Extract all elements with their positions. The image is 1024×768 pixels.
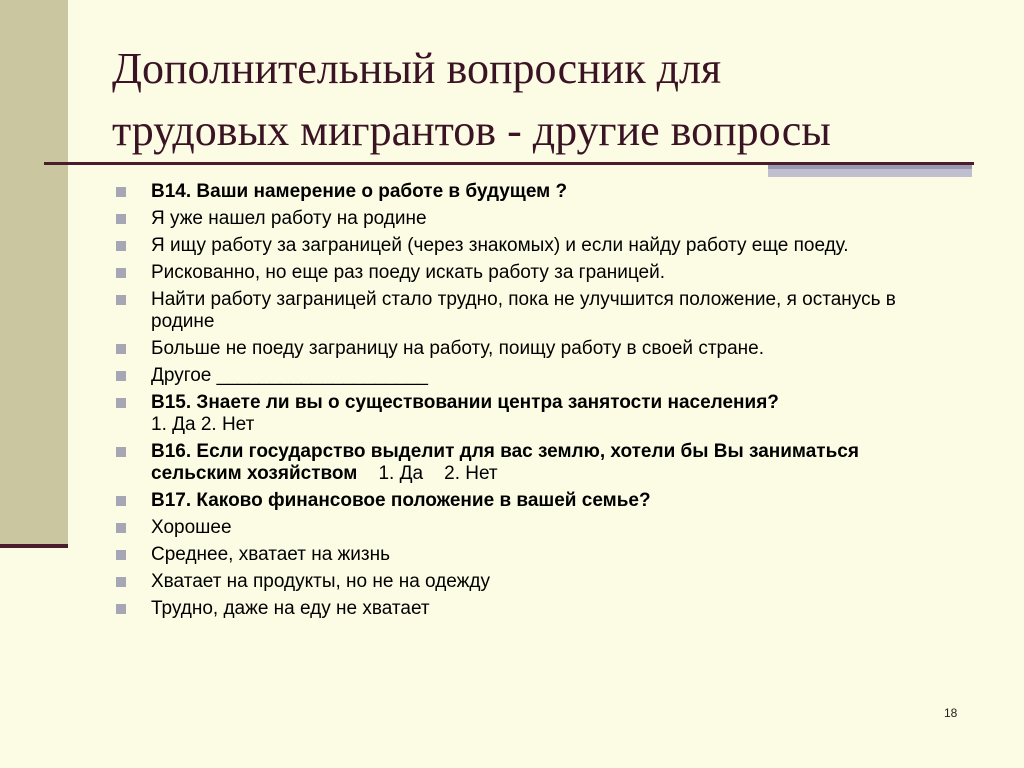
square-bullet-icon xyxy=(116,268,126,278)
list-item xyxy=(116,181,946,203)
answer-option: Трудно, даже на еду не хватает xyxy=(151,598,430,619)
list-item xyxy=(116,338,946,360)
question-text: В15. Знаете ли вы о существовании центра занятости населения? xyxy=(151,392,779,413)
title-rule-shadow-dark xyxy=(768,165,972,169)
answer-option: Найти работу заграницей стало трудно, пока не улучшится положение, я останусь в родине xyxy=(151,289,896,332)
list-item xyxy=(116,544,946,566)
list-item xyxy=(116,365,946,387)
square-bullet-icon xyxy=(116,523,126,533)
square-bullet-icon xyxy=(116,550,126,560)
list-item xyxy=(116,517,946,539)
left-decorative-band xyxy=(0,0,68,548)
answer-option: Я уже нашел работу на родине xyxy=(151,208,427,229)
square-bullet-icon xyxy=(116,604,126,614)
square-bullet-icon xyxy=(116,371,126,381)
square-bullet-icon xyxy=(116,295,126,305)
answer-option: Я ищу работу за заграницей (через знакомых) и если найду работу еще поеду. xyxy=(151,235,849,256)
square-bullet-icon xyxy=(116,577,126,587)
answer-options-inline: 1. Да 2. Нет xyxy=(151,414,255,435)
list-item xyxy=(116,441,946,485)
answer-options-inline: 1. Да 2. Нет xyxy=(357,463,498,484)
square-bullet-icon xyxy=(116,187,126,197)
square-bullet-icon xyxy=(116,214,126,224)
square-bullet-icon xyxy=(116,496,126,506)
list-item xyxy=(116,262,946,284)
answer-option: Хорошее xyxy=(151,517,232,538)
list-item xyxy=(116,289,946,333)
slide-title-line-2: трудовых мигрантов - другие вопросы xyxy=(112,106,831,155)
list-item xyxy=(116,235,946,257)
question-text: В14. Ваши намерение о работе в будущем ? xyxy=(151,181,568,202)
answer-option: Среднее, хватает на жизнь xyxy=(151,544,390,565)
answer-option: Рискованно, но еще раз поеду искать работу за границей. xyxy=(151,262,665,283)
answer-option: Хватает на продукты, но не на одежду xyxy=(151,571,490,592)
question-text: В16. Если государство выделит для вас землю, хотели бы Вы заниматься сельским хозяйством xyxy=(151,441,859,484)
answer-option: Другое ____________________ xyxy=(151,365,428,386)
square-bullet-icon xyxy=(116,447,126,457)
square-bullet-icon xyxy=(116,241,126,251)
list-item xyxy=(116,571,946,593)
list-item xyxy=(116,598,946,620)
question-list xyxy=(116,181,946,625)
list-item xyxy=(116,490,946,512)
page-number: 18 xyxy=(944,706,958,720)
list-item xyxy=(116,208,946,230)
list-item xyxy=(116,392,946,436)
question-text: В17. Каково финансовое положение в вашей семье? xyxy=(151,490,651,511)
square-bullet-icon xyxy=(116,344,126,354)
slide-title-line-1: Дополнительный вопросник для xyxy=(112,44,722,93)
title-rule xyxy=(44,162,974,165)
answer-option: Больше не поеду заграницу на работу, поищу работу в своей стране. xyxy=(151,338,764,359)
square-bullet-icon xyxy=(116,398,126,408)
left-band-underline xyxy=(0,544,68,548)
slide-title xyxy=(112,38,992,162)
